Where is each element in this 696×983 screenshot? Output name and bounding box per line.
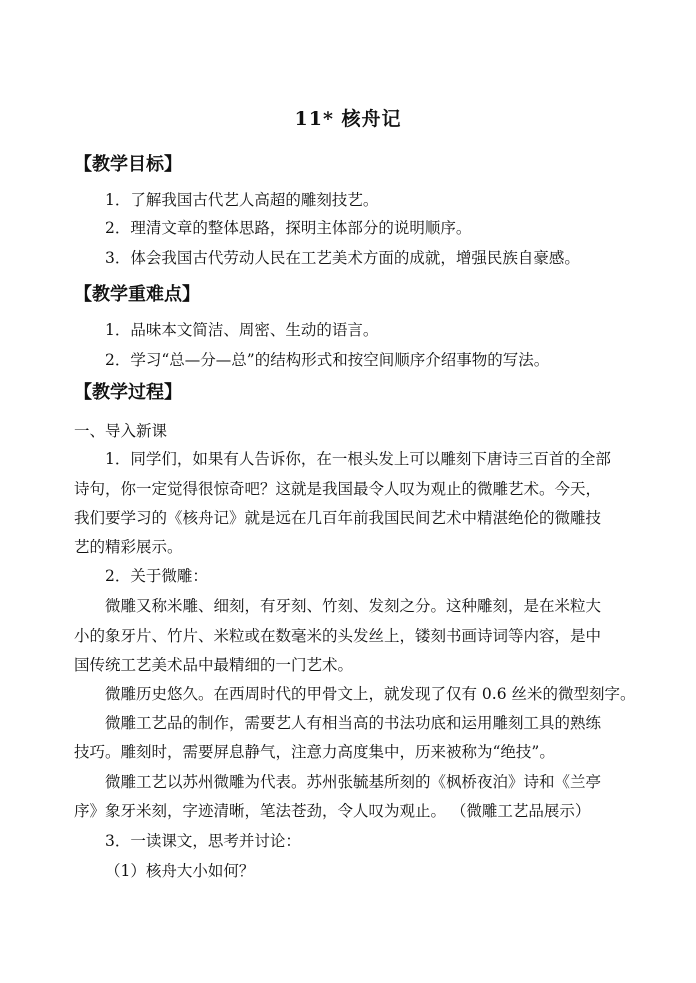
- process-line: 微雕工艺以苏州微雕为代表。苏州张毓基所刻的《枫桥夜泊》诗和《兰亭: [105, 773, 602, 791]
- process-line: 我们要学习的《核舟记》就是远在几百年前我国民间艺术中精湛绝伦的微雕技: [74, 509, 602, 527]
- process-line: 3．一读课文，思考并讨论：: [105, 832, 301, 850]
- process-line: 微雕又称米雕、细刻，有牙刻、竹刻、发刻之分。这种雕刻，是在米粒大: [105, 597, 602, 615]
- process-line: 序》象牙米刻，字迹清晰，笔法苍劲，令人叹为观止。 （微雕工艺品展示）: [74, 802, 591, 820]
- page-title: 11* 核舟记: [294, 108, 402, 130]
- goal-item: 3．体会我国古代劳动人民在工艺美术方面的成就，增强民族自豪感。: [105, 249, 580, 267]
- section-heading-process: 【教学过程】: [74, 382, 182, 403]
- key-item: 2．学习“总—分—总”的结构形式和按空间顺序介绍事物的写法。: [105, 351, 550, 369]
- key-item: 1．品味本文简洁、周密、生动的语言。: [105, 321, 379, 339]
- goal-item: 1．了解我国古代艺人高超的雕刻技艺。: [105, 191, 379, 209]
- process-line: 微雕历史悠久。在西周时代的甲骨文上，就发现了仅有 0.6 丝米的微型刻字。: [105, 685, 636, 703]
- process-line: （1）核舟大小如何？: [105, 862, 255, 880]
- process-line: 技巧。雕刻时，需要屏息静气，注意力高度集中，历来被称为“绝技”。: [74, 743, 555, 761]
- section-heading-key: 【教学重难点】: [74, 284, 200, 305]
- process-line: 2．关于微雕：: [105, 567, 208, 585]
- process-line: 小的象牙片、竹片、米粒或在数毫米的头发丝上，镂刻书画诗词等内容，是中: [74, 627, 602, 645]
- process-line: 艺的精彩展示。: [74, 538, 183, 556]
- process-line: 一、导入新课: [74, 422, 168, 440]
- process-line: 1．同学们，如果有人告诉你，在一根头发上可以雕刻下唐诗三百首的全部: [105, 450, 611, 468]
- goal-item: 2．理清文章的整体思路，探明主体部分的说明顺序。: [105, 219, 472, 237]
- section-heading-goals: 【教学目标】: [74, 154, 182, 175]
- process-line: 微雕工艺品的制作，需要艺人有相当高的书法功底和运用雕刻工具的熟练: [105, 714, 602, 732]
- process-line: 国传统工艺美术品中最精细的一门艺术。: [74, 656, 354, 674]
- process-line: 诗句，你一定觉得很惊奇吧？这就是我国最令人叹为观止的微雕艺术。今天，: [74, 480, 602, 498]
